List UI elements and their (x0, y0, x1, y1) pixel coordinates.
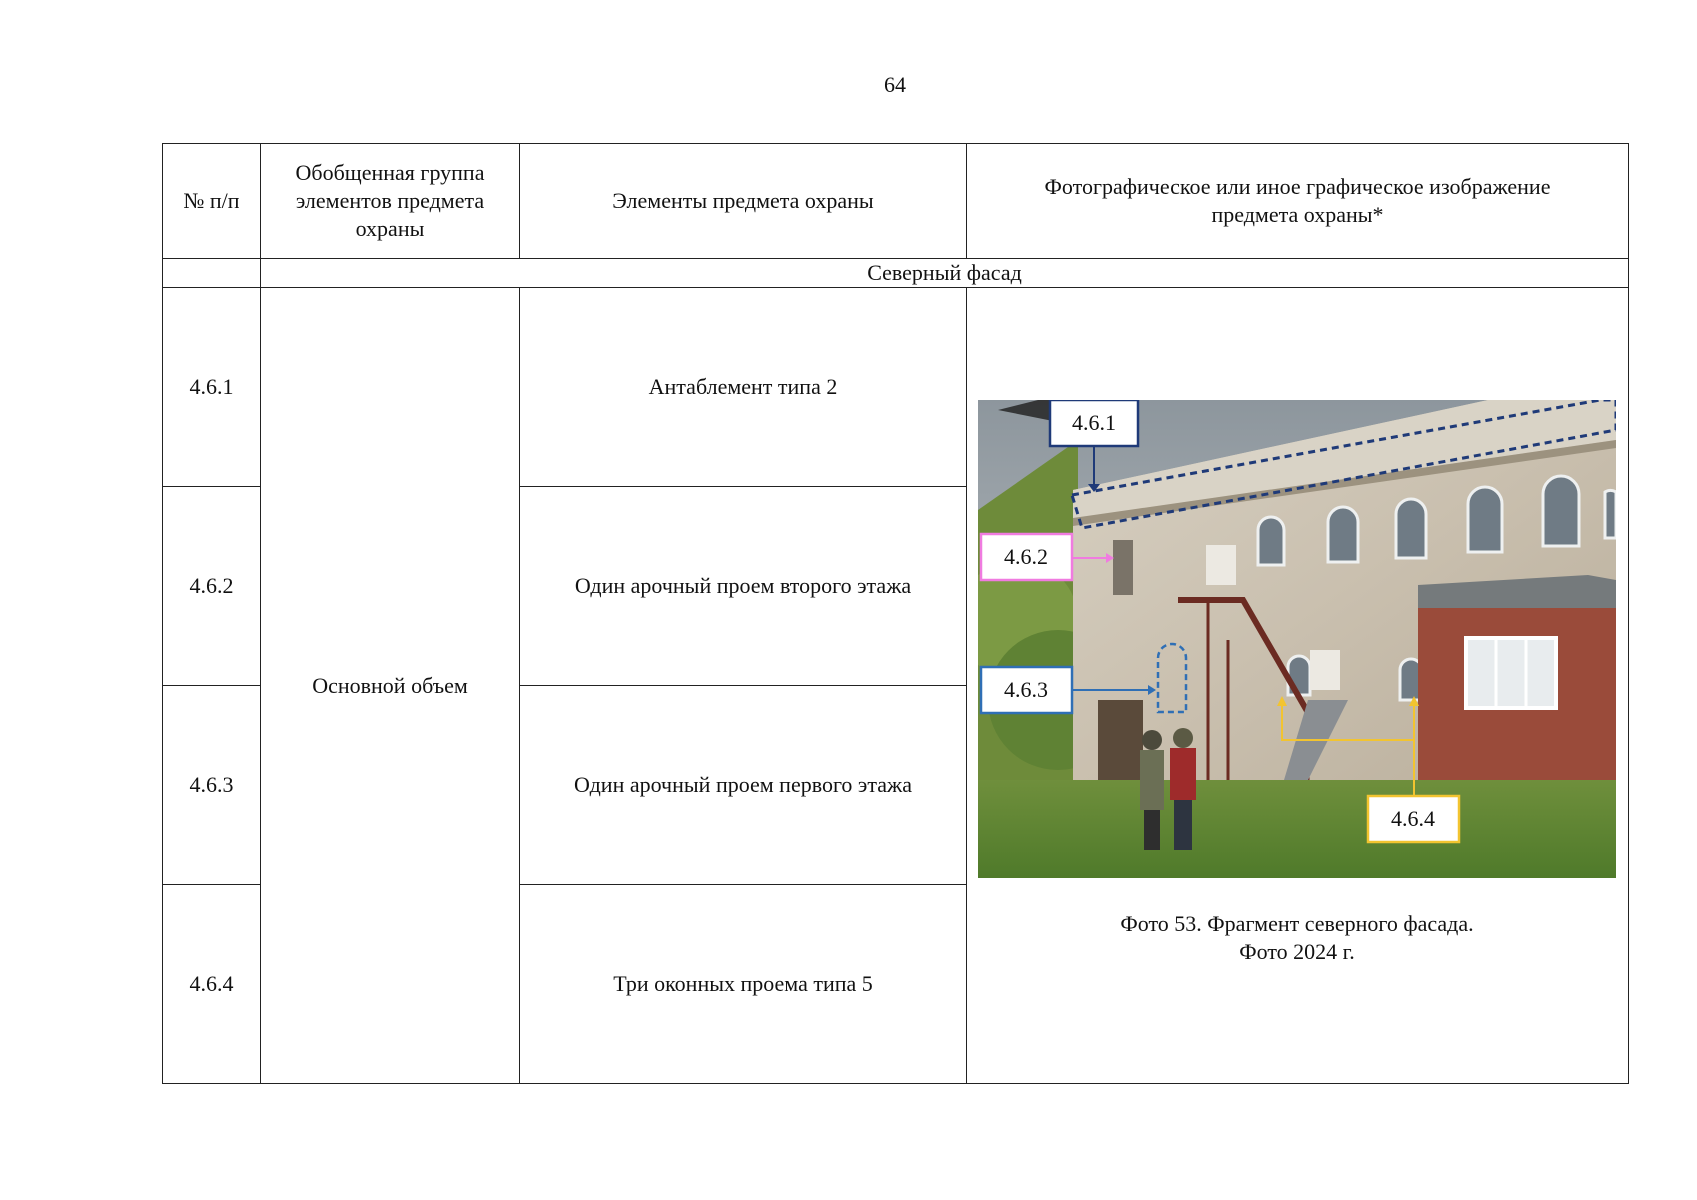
row-element: Один арочный проем первого этажа (520, 686, 967, 885)
table-header-row (163, 144, 1629, 259)
row-num: 4.6.4 (163, 885, 261, 1084)
table-row (163, 288, 1629, 487)
svg-text:4.6.2: 4.6.2 (1004, 544, 1048, 569)
page-number: 64 (884, 72, 906, 97)
row-num: 4.6.3 (163, 686, 261, 885)
header-elements: Элементы предмета охраны (520, 144, 967, 259)
svg-text:4.6.3: 4.6.3 (1004, 677, 1048, 702)
facade-photo-illustration (978, 400, 1616, 878)
group-cell: Основной объем (261, 288, 520, 1084)
header-group: Обобщенная группа элементов предмета охраны (261, 144, 520, 259)
header-image: Фотографическое или иное графическое изображение предмета охраны* (967, 144, 1629, 259)
facade-photo (978, 400, 1616, 878)
svg-text:4.6.1: 4.6.1 (1072, 410, 1116, 435)
row-element: Три оконных проема типа 5 (520, 885, 967, 1084)
section-empty-cell (163, 259, 261, 288)
photo-caption (967, 910, 1627, 966)
caption-line-2: Фото 2024 г. (1239, 939, 1355, 964)
svg-text:4.6.4: 4.6.4 (1391, 806, 1435, 831)
row-num: 4.6.1 (163, 288, 261, 487)
section-row (163, 259, 1629, 288)
row-element: Один арочный проем второго этажа (520, 487, 967, 686)
row-element: Антаблемент типа 2 (520, 288, 967, 487)
row-num: 4.6.2 (163, 487, 261, 686)
caption-line-1: Фото 53. Фрагмент северного фасада. (1120, 911, 1474, 936)
photo-cell (967, 288, 1629, 1084)
section-title: Северный фасад (261, 259, 1629, 288)
header-num: № п/п (163, 144, 261, 259)
protection-elements-table (162, 143, 1629, 1084)
